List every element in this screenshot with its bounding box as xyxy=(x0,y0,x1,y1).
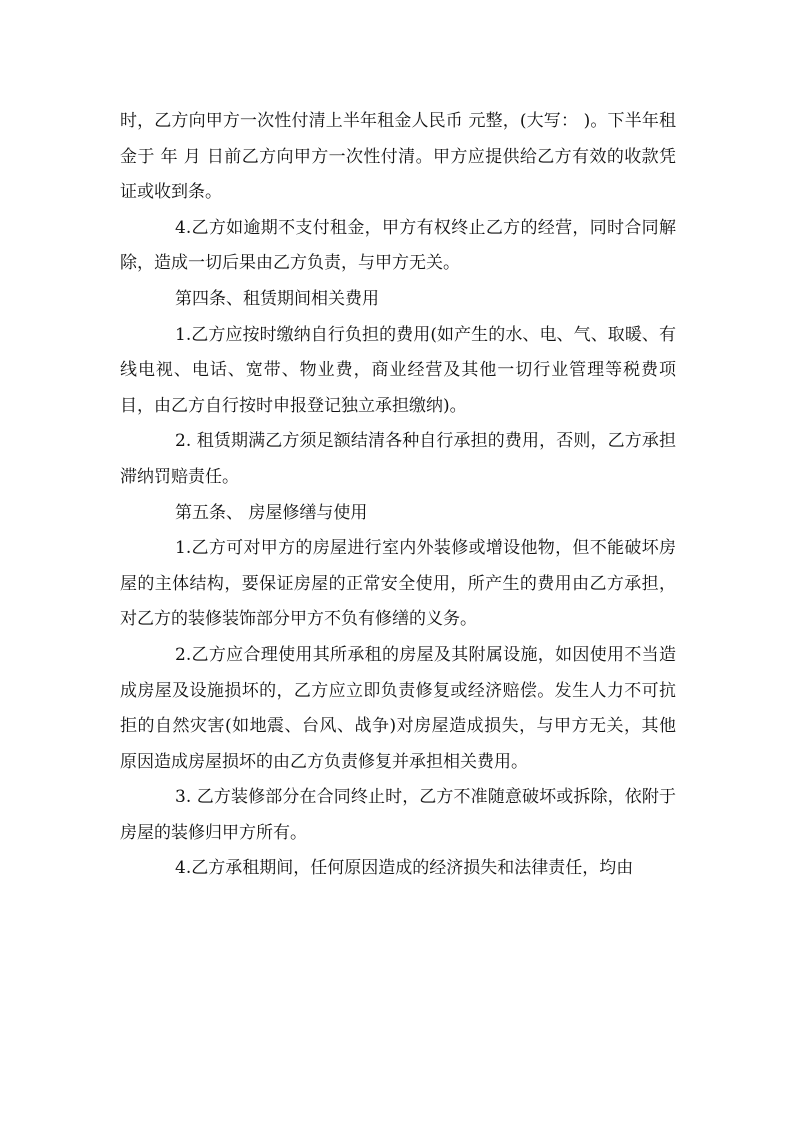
paragraph-clause-5-3: 3. 乙方装修部分在合同终止时，乙方不准随意破坏或拆除，依附于房屋的装修归甲方所有。 xyxy=(120,787,676,843)
paragraph-clause-3-4: 4.乙方如逾期不支付租金，甲方有权终止乙方的经营，同时合同解除，造成一切后果由乙方负责，与甲方无关。 xyxy=(120,217,676,274)
paragraph-rent-payment: 时，乙方向甲方一次性付清上半年租金人民币 元整，(大写： )。下半年租金于 年 月 日前乙方向甲方一次性付清。甲方应提供给乙方有效的收款凭证或收到条。 xyxy=(120,111,676,203)
paragraph-clause-4-1: 1.乙方应按时缴纳自行负担的费用(如产生的水、电、气、取暖、有线电视、电话、宽带、物业费，商业经营及其他一切行业管理等税费项目，由乙方自行按时申报登记独立承担缴纳)。 xyxy=(120,324,676,416)
paragraph-clause-4-2: 2. 租赁期满乙方须足额结清各种自行承担的费用，否则，乙方承担滞纳罚赔责任。 xyxy=(120,431,676,487)
article-4-heading: 第四条、租赁期间相关费用 xyxy=(175,288,379,309)
paragraph-clause-5-2: 2.乙方应合理使用其所承租的房屋及其附属设施，如因使用不当造成房屋及设施损坏的，乙方应立即负责修复或经济赔偿。发生人力不可抗拒的自然灾害(如地震、台风、战争)对房屋造成损失，与甲方无关，其他原因造成房屋损坏的由乙方负责修复并承担相关费用。 xyxy=(120,644,676,772)
paragraph-clause-5-1: 1.乙方可对甲方的房屋进行室内外装修或增设他物，但不能破坏房屋的主体结构，要保证房屋的正常安全使用，所产生的费用由乙方承担，对乙方的装修装饰部分甲方不负有修缮的义务。 xyxy=(120,538,676,630)
article-5-heading: 第五条、 房屋修缮与使用 xyxy=(175,502,368,523)
paragraph-clause-5-4: 4.乙方承租期间，任何原因造成的经济损失和法律责任，均由 xyxy=(175,858,634,879)
document-body xyxy=(120,104,676,887)
